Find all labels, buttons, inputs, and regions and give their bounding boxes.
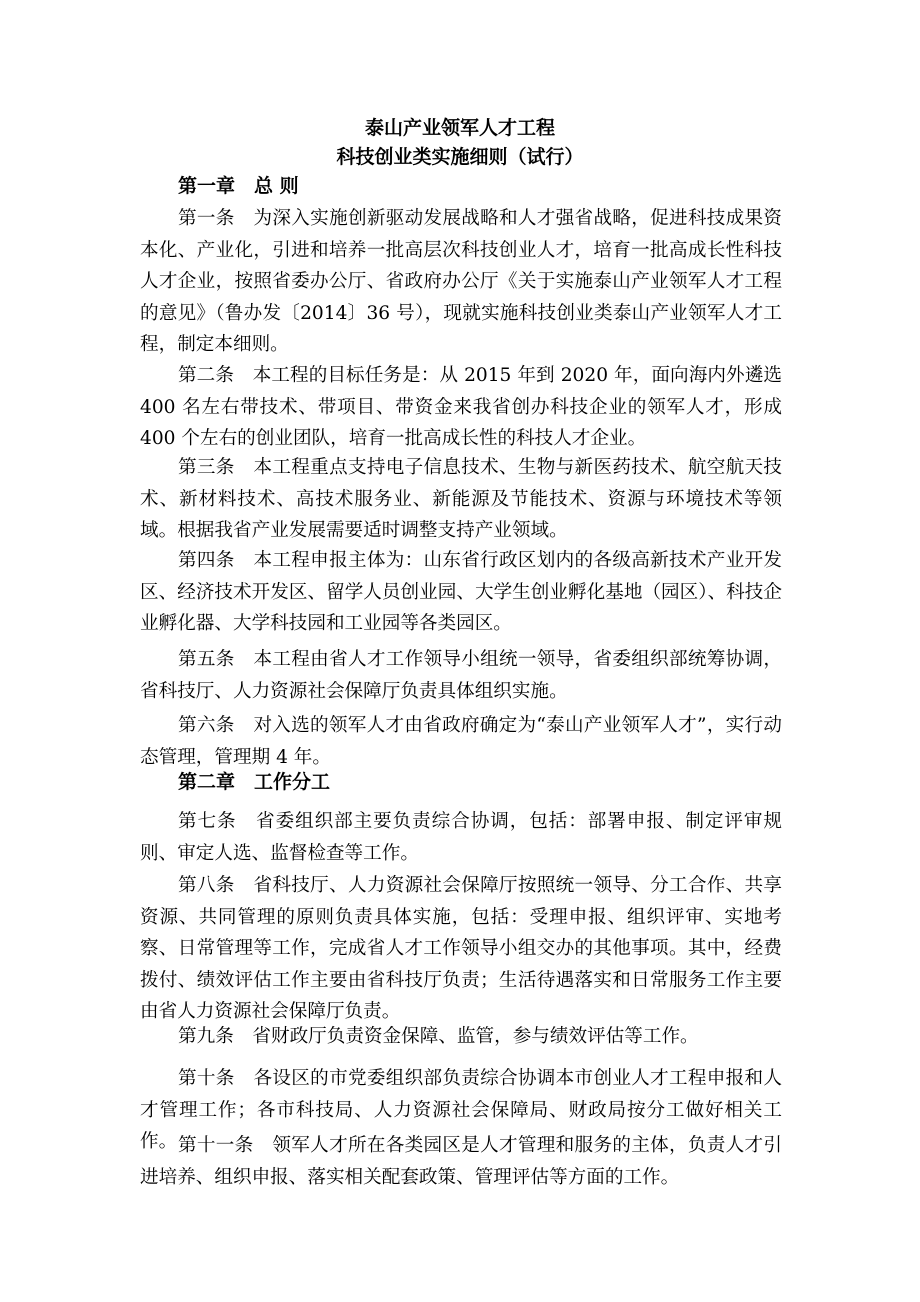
article-11: 第十一条 领军人才所在各类园区是人才管理和服务的主体，负责人才引进培养、组织申报、落实相关配套政策、管理评估等方面的工作。 xyxy=(140,1135,782,1188)
article-9: 第九条 省财政厅负责资金保障、监管，参与绩效评估等工作。 xyxy=(178,1026,699,1047)
chapter-heading-1: 第一章 总 则 xyxy=(178,175,299,197)
document-title: 泰山产业领军人才工程 xyxy=(364,117,555,139)
chapter-heading-2: 第二章 工作分工 xyxy=(178,771,331,793)
document-subtitle: 科技创业类实施细则（试行） xyxy=(336,146,584,168)
article-4: 第四条 本工程申报主体为：山东省行政区划内的各级高新技术产业开发区、经济技术开发区、留学人员创业园、大学生创业孵化基地（园区）、科技企业孵化器、大学科技园和工业园等各类园区。 xyxy=(140,550,782,634)
article-5: 第五条 本工程由省人才工作领导小组统一领导，省委组织部统筹协调，省科技厅、人力资源社会保障厅负责具体组织实施。 xyxy=(140,649,782,702)
article-10: 第十条 各设区的市党委组织部负责综合协调本市创业人才工程申报和人才管理工作；各市科技局、人力资源社会保障局、财政局按分工做好相关工作。 xyxy=(140,1068,782,1152)
article-2: 第二条 本工程的目标任务是：从 2015 年到 2020 年，面向海内外遴选 400 名左右带技术、带项目、带资金来我省创办科技企业的领军人才，形成 400 个左右的创业团队，培育一批高成长性的科技人才企业。 xyxy=(140,365,782,449)
article-3: 第三条 本工程重点支持电子信息技术、生物与新医药技术、航空航天技术、新材料技术、高技术服务业、新能源及节能技术、资源与环境技术等领域。根据我省产业发展需要适时调整支持产业领域。 xyxy=(140,457,782,541)
article-1: 第一条 为深入实施创新驱动发展战略和人才强省战略，促进科技成果资本化、产业化，引进和培养一批高层次科技创业人才，培育一批高成长性科技人才企业，按照省委办公厅、省政府办公厅《关于实施泰山产业领军人才工程的意见》（鲁办发〔2014〕36 号），现就实施科技创业类泰山产业领军人才工程，制定本细则。 xyxy=(140,208,782,355)
article-7: 第七条 省委组织部主要负责综合协调，包括：部署申报、制定评审规则、审定人选、监督检查等工作。 xyxy=(140,811,782,864)
article-8: 第八条 省科技厅、人力资源社会保障厅按照统一领导、分工合作、共享资源、共同管理的原则负责具体实施，包括：受理申报、组织评审、实地考察、日常管理等工作，完成省人才工作领导小组交办的其他事项。其中，经费拨付、绩效评估工作主要由省科技厅负责；生活待遇落实和日常服务工作主要由省人力资源社会保障厅负责。 xyxy=(140,875,782,1022)
article-6: 第六条 对入选的领军人才由省政府确定为“泰山产业领军人才”，实行动态管理，管理期 4 年。 xyxy=(140,715,782,768)
